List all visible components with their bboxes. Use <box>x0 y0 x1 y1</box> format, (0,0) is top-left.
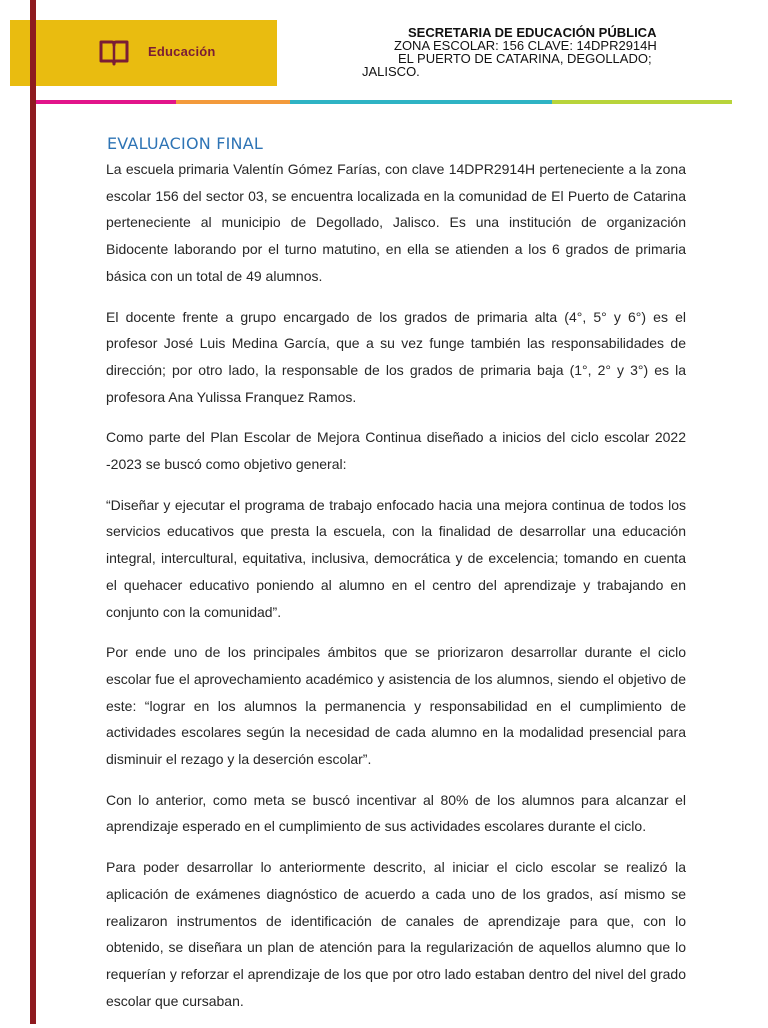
paragraph: Con lo anterior, como meta se buscó incentivar al 80% de los alumnos para alcanzar el aprendizaje esperado en el cumplimiento de sus actividades escolares durante el ciclo. <box>106 791 686 835</box>
letterhead-title: SECRETARIA DE EDUCACIÓN PÚBLICA <box>408 25 657 40</box>
paragraph: “Diseñar y ejecutar el programa de trabajo enfocado hacia una mejora continua de todos los servicios educativos que presta la escuela, con la finalidad de desarrollar una educación integral, intercultural, equitativa, inclusiva, democrática y de excelencia; tomando en cuenta el quehacer educativo poniendo al alumno en el centro del aprendizaje y trabajando en conjunto con la comunidad”. <box>106 496 686 620</box>
paragraph: La escuela primaria Valentín Gómez Farías, con clave 14DPR2914H perteneciente a la zona escolar 156 del sector 03, se encuentra localizada en la comunidad de El Puerto de Catarina perteneciente al municipio de Degollado, Jalisco. Es una institución de organización Bidocente laborando por el turno matutino, en ella se atienden a los 6 grados de primaria básica con un total de 49 alumnos. <box>106 161 686 284</box>
letterhead-puerto: EL PUERTO DE CATARINA, DEGOLLADO; <box>398 51 652 66</box>
paragraph: Para poder desarrollar lo anteriormente descrito, al iniciar el ciclo escolar se realizó la aplicación de exámenes diagnóstico de acuerdo a cada uno de los grados, así mismo se realizaron instrumentos de identificación de canales de aprendizaje para que, con lo obtenido, se diseñara un plan de atención para la regularización de aquellos alumno que lo requerían y reforzar el aprendizaje de los que por otro lado estaban dentro del nivel del grado escolar que cursaban. <box>106 859 686 1009</box>
left-border-bar <box>30 0 36 1024</box>
stripe-cyan <box>290 100 552 104</box>
paragraph: El docente frente a grupo encargado de los grados de primaria alta (4°, 5° y 6°) es el profesor José Luis Medina García, que a su vez funge también las responsabilidades de dirección; por otro lado, la responsable de los grados de primaria baja (1°, 2° y 3°) es la profesora Ana Yulissa Franquez Ramos. <box>106 308 686 405</box>
stripe-magenta <box>36 100 176 104</box>
letterhead-zona: ZONA ESCOLAR: 156 CLAVE: 14DPR2914H <box>394 38 657 53</box>
stripe-green <box>552 100 732 104</box>
document-title: EVALUACION FINAL <box>107 134 263 153</box>
letterhead-jalisco: JALISCO. <box>362 64 420 79</box>
paragraph: Por ende uno de los principales ámbitos que se priorizaron desarrollar durante el ciclo escolar fue el aprovechamiento académico y asistencia de los alumnos, siendo el objetivo de este: “lograr en los alumnos la permanencia y responsabilidad en el cumplimiento de actividades escolares según la necesidad de cada alumno en la modalidad presencial para disminuir el rezago y la deserción escolar”. <box>106 644 686 768</box>
book-icon <box>98 38 130 66</box>
logo-text: Educación <box>148 44 216 59</box>
paragraph: Como parte del Plan Escolar de Mejora Continua diseñado a inicios del ciclo escolar 2022 -2023 se buscó como objetivo general: <box>106 429 686 473</box>
stripe-orange <box>176 100 290 104</box>
document-body <box>106 156 686 1028</box>
logo-banner <box>10 20 277 86</box>
